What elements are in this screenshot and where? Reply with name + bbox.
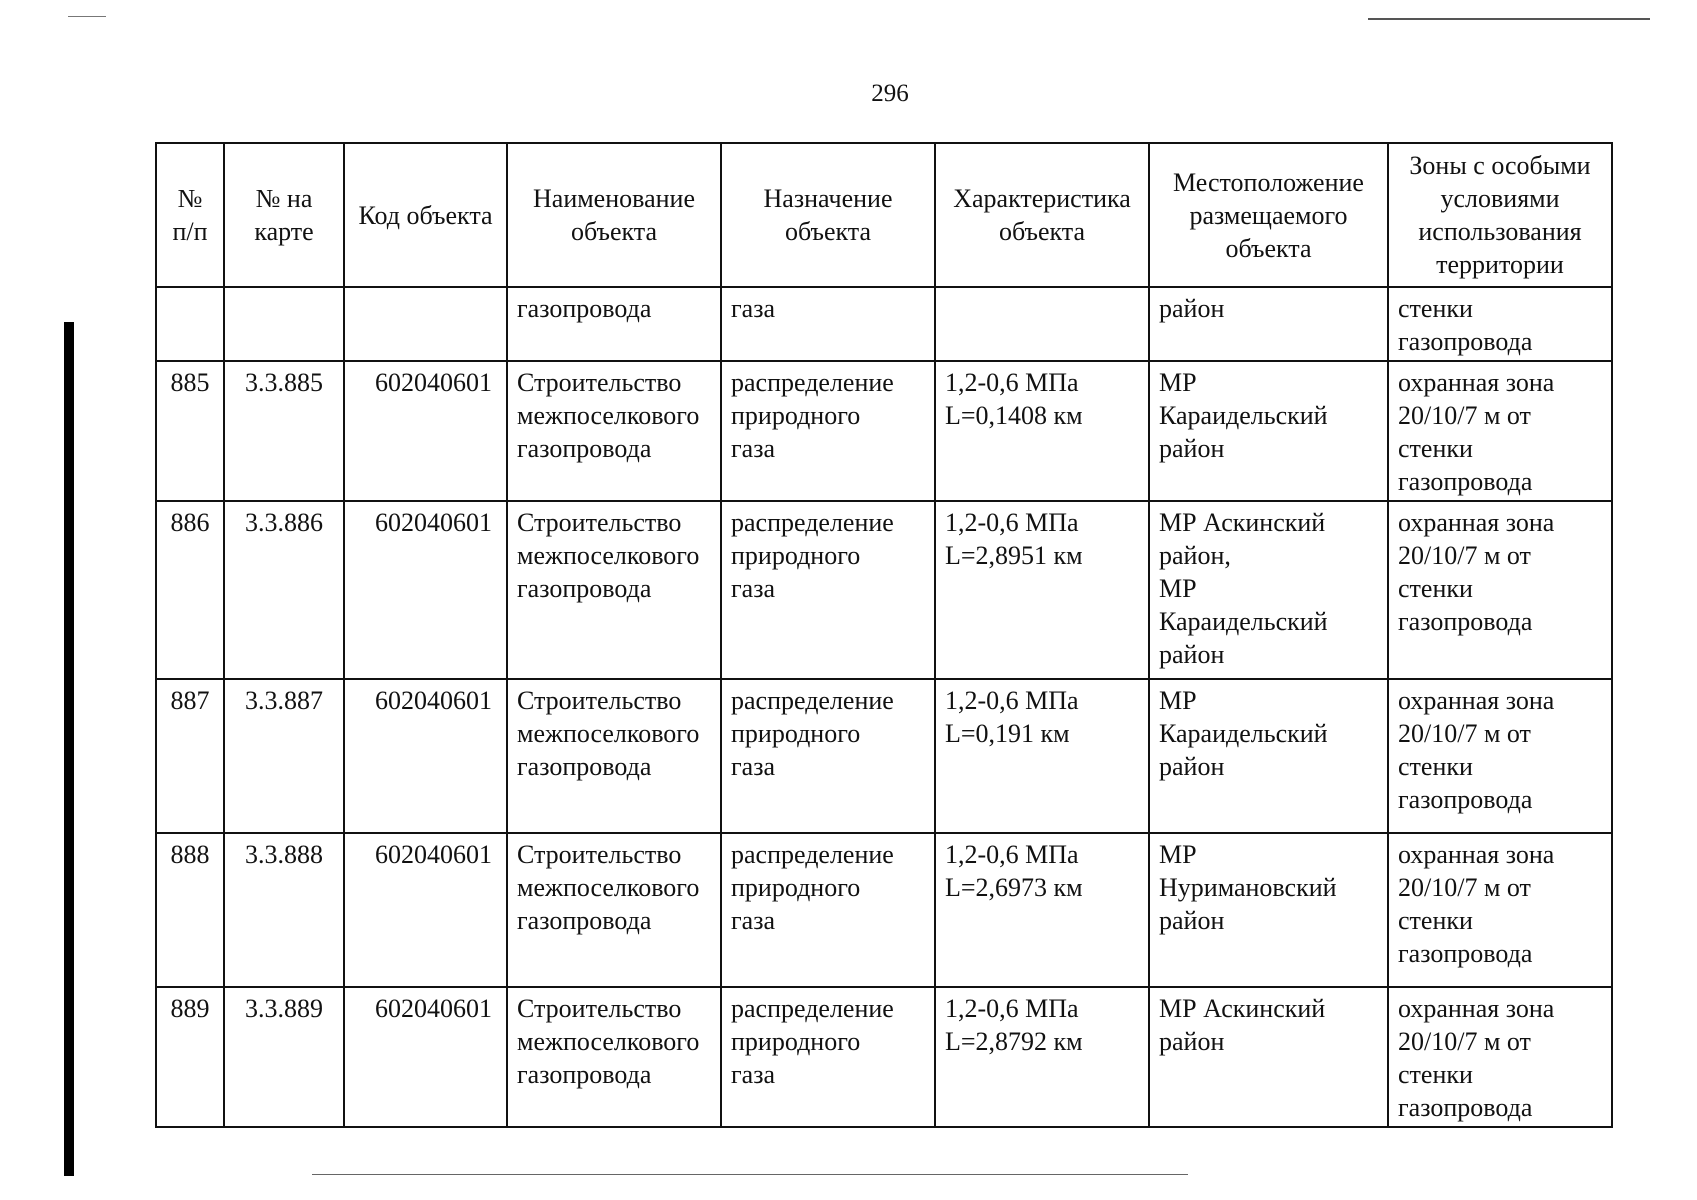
cell-object-spec [935,287,1149,361]
cell-object-purpose: распределение природного газа [721,501,935,679]
header-special-zones: Зоны с особыми условиями использования территории [1388,143,1612,287]
objects-table [155,142,1613,1128]
cell-num: 886 [156,501,224,679]
cell-object-purpose: распределение природного газа [721,679,935,833]
cell-object-purpose: газа [721,287,935,361]
cell-object-spec: 1,2-0,6 МПа L=2,8951 км [935,501,1149,679]
cell-object-name: Строительство межпоселкового газопровода [507,833,721,987]
cell-special-zones: охранная зона 20/10/7 м от стенки газопровода [1388,501,1612,679]
cell-object-name: Строительство межпоселкового газопровода [507,361,721,501]
table-row [156,679,1612,833]
cell-special-zones: охранная зона 20/10/7 м от стенки газопровода [1388,361,1612,501]
table-row [156,501,1612,679]
cell-num: 889 [156,987,224,1127]
cell-object-code: 602040601 [344,679,507,833]
scan-artifact-line [1368,18,1650,20]
table-row [156,833,1612,987]
cell-object-spec: 1,2-0,6 МПа L=2,8792 км [935,987,1149,1127]
cell-object-name: Строительство межпоселкового газопровода [507,679,721,833]
table-row [156,987,1612,1127]
cell-object-purpose: распределение природного газа [721,361,935,501]
cell-object-code: 602040601 [344,501,507,679]
cell-object-location: район [1149,287,1388,361]
header-map-num: № на карте [224,143,344,287]
table-row [156,361,1612,501]
cell-special-zones: охранная зона 20/10/7 м от стенки газопровода [1388,679,1612,833]
cell-object-location: МР Караидельский район [1149,679,1388,833]
header-object-name: Наименование объекта [507,143,721,287]
header-object-location: Местоположение размещаемого объекта [1149,143,1388,287]
cell-object-spec: 1,2-0,6 МПа L=0,191 км [935,679,1149,833]
cell-special-zones: охранная зона 20/10/7 м от стенки газопровода [1388,987,1612,1127]
cell-object-purpose: распределение природного газа [721,833,935,987]
cell-object-code [344,287,507,361]
scan-artifact-line [312,1174,1188,1175]
cell-special-zones: охранная зона 20/10/7 м от стенки газопровода [1388,833,1612,987]
header-object-purpose: Назначение объекта [721,143,935,287]
header-object-code: Код объекта [344,143,507,287]
cell-object-code: 602040601 [344,987,507,1127]
table-header-row [156,143,1612,287]
header-num: № п/п [156,143,224,287]
page-number: 296 [871,80,909,107]
cell-special-zones: стенки газопровода [1388,287,1612,361]
cell-num: 887 [156,679,224,833]
cell-num: 888 [156,833,224,987]
cell-object-name: газопровода [507,287,721,361]
cell-map-num: 3.3.885 [224,361,344,501]
cell-map-num: 3.3.886 [224,501,344,679]
cell-object-name: Строительство межпоселкового газопровода [507,987,721,1127]
cell-map-num: 3.3.889 [224,987,344,1127]
cell-num: 885 [156,361,224,501]
cell-object-location: МР Нуримановский район [1149,833,1388,987]
cell-map-num: 3.3.888 [224,833,344,987]
scan-artifact-line [68,16,106,17]
cell-object-spec: 1,2-0,6 МПа L=0,1408 км [935,361,1149,501]
cell-object-purpose: распределение природного газа [721,987,935,1127]
table-row-continuation [156,287,1612,361]
cell-num [156,287,224,361]
cell-map-num: 3.3.887 [224,679,344,833]
cell-object-code: 602040601 [344,833,507,987]
cell-map-num [224,287,344,361]
cell-object-spec: 1,2-0,6 МПа L=2,6973 км [935,833,1149,987]
cell-object-location: МР Аскинский район, МР Караидельский район [1149,501,1388,679]
header-object-spec: Характеристика объекта [935,143,1149,287]
cell-object-location: МР Караидельский район [1149,361,1388,501]
cell-object-name: Строительство межпоселкового газопровода [507,501,721,679]
cell-object-code: 602040601 [344,361,507,501]
cell-object-location: МР Аскинский район [1149,987,1388,1127]
scan-artifact-margin-bar [64,322,74,1176]
